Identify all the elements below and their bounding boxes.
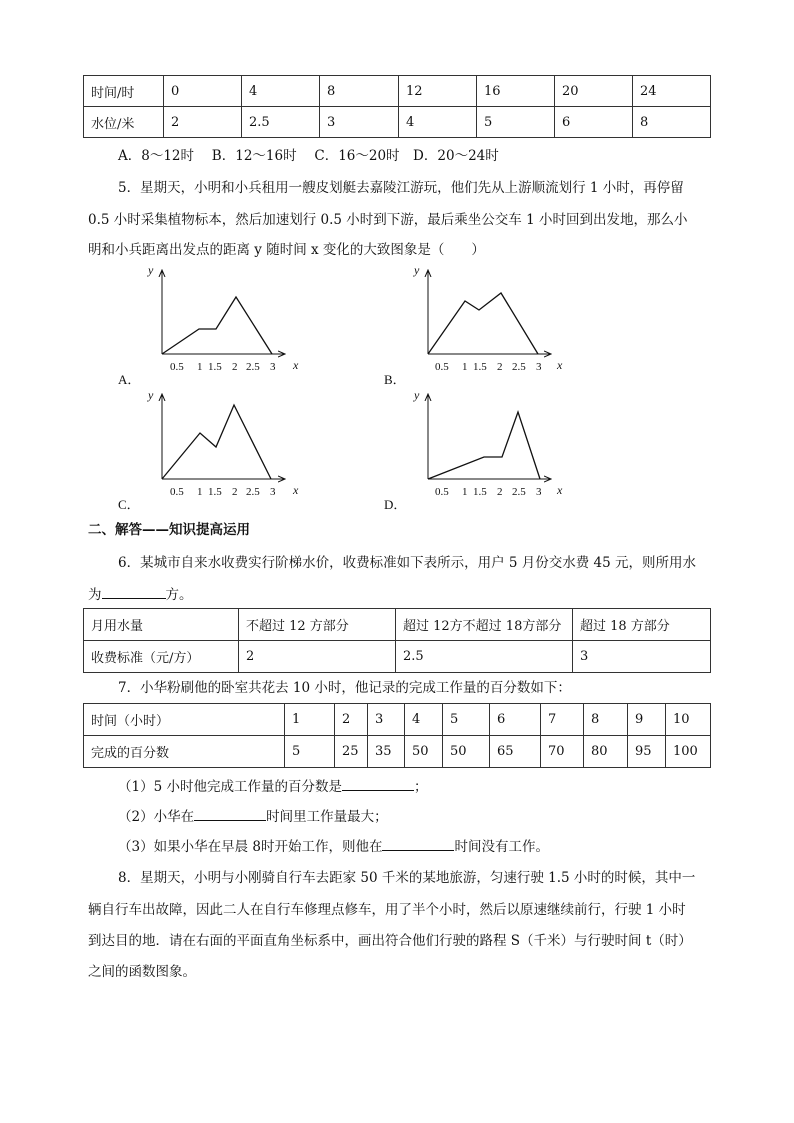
q7-intro: 7．小华粉刷他的卧室共花去 10 小时，他记录的完成工作量的百分数如下： xyxy=(118,680,571,696)
q7-sub-1 xyxy=(118,776,427,797)
tick-label: 3 xyxy=(536,486,542,498)
option-a-label: A． xyxy=(118,372,141,387)
water-fee-table xyxy=(83,608,711,673)
table-cell: 100 xyxy=(666,736,711,768)
table-cell: 6 xyxy=(555,107,633,138)
table-cell: 95 xyxy=(628,736,666,768)
tick-label: 2.5 xyxy=(512,361,526,373)
axis-y-label: y xyxy=(148,263,154,277)
table-cell: 25 xyxy=(335,736,368,768)
table-cell: 2.5 xyxy=(242,107,320,138)
table-cell: 收费标准（元/方） xyxy=(84,641,239,673)
table-cell: 时间（小时） xyxy=(84,704,285,736)
tick-label: 0.5 xyxy=(170,361,184,373)
table-cell: 完成的百分数 xyxy=(84,736,285,768)
table-cell: 2 xyxy=(335,704,368,736)
answer-blank[interactable] xyxy=(382,836,454,851)
axis-x-label: x xyxy=(557,483,563,497)
graph-line xyxy=(428,412,540,479)
graph-d xyxy=(384,388,563,512)
tick-label: 2.5 xyxy=(512,486,526,498)
table-cell: 3 xyxy=(573,641,711,673)
q7-sub-3 xyxy=(118,836,549,857)
tick-label: 0.5 xyxy=(435,361,449,373)
water-level-table xyxy=(83,75,711,138)
axis-y-label: y xyxy=(148,388,154,402)
tick-label: 2 xyxy=(497,486,503,498)
tick-label: 1.5 xyxy=(208,486,222,498)
table-cell: 2 xyxy=(164,107,242,138)
table-cell: 0 xyxy=(164,76,242,107)
table-cell: 4 xyxy=(405,704,443,736)
axis-x-label: x xyxy=(293,358,299,372)
table-cell: 7 xyxy=(541,704,584,736)
table-row xyxy=(84,609,711,641)
table-cell: 5 xyxy=(477,107,555,138)
table-cell: 8 xyxy=(320,76,399,107)
tick-label: 0.5 xyxy=(170,486,184,498)
tick-label: 2.5 xyxy=(246,486,260,498)
q6-line-1: 6．某城市自来水收费实行阶梯水价，收费标准如下表所示，用户 5 月份交水费 45 元，则所用水 xyxy=(118,555,697,571)
section-heading: 二、解答——知识提高运用 xyxy=(88,522,250,538)
table-cell: 月用水量 xyxy=(84,609,239,641)
table-cell: 8 xyxy=(584,704,628,736)
answer-blank[interactable] xyxy=(102,584,166,599)
table-cell: 2 xyxy=(239,641,396,673)
tick-label: 1.5 xyxy=(473,361,487,373)
q6-line-2-prefix: 为 xyxy=(88,587,102,603)
q7-sub-2 xyxy=(118,806,388,827)
q7-sub-3-prefix: （3）如果小华在早晨 8时开始工作，则他在 xyxy=(118,839,383,855)
table-cell: 35 xyxy=(368,736,405,768)
q8-line-1: 8．星期天，小明与小刚骑自行车去距家 50 千米的某地旅游，匀速行驶 1.5 小时的时候，其中一 xyxy=(118,870,696,886)
tick-label: 2 xyxy=(232,361,238,373)
q8-line-3: 到达目的地．请在右面的平面直角坐标系中，画出符合他们行驶的路程 S（千米）与行驶时间 t（时） xyxy=(88,933,692,949)
table-cell: 50 xyxy=(405,736,443,768)
tick-label: 0.5 xyxy=(435,486,449,498)
table-cell: 6 xyxy=(490,704,541,736)
table-row xyxy=(84,704,711,736)
q5-line-1: 5．星期天，小明和小兵租用一艘皮划艇去嘉陵江游玩，他们先从上游顺流划行 1 小时，再停留 xyxy=(118,180,684,196)
answer-blank[interactable] xyxy=(342,776,414,791)
table-cell: 16 xyxy=(477,76,555,107)
table-row xyxy=(84,641,711,673)
table-cell: 12 xyxy=(399,76,477,107)
graph-line xyxy=(162,405,271,479)
tick-label: 2 xyxy=(232,486,238,498)
option-c-label: C． xyxy=(118,497,140,512)
graph-b xyxy=(384,263,563,387)
q7-sub-3-suffix: 时间没有工作。 xyxy=(454,839,549,855)
q7-sub-2-prefix: （2）小华在 xyxy=(118,809,195,825)
table-cell: 8 xyxy=(633,107,711,138)
option-d-label: D． xyxy=(384,497,407,512)
table-row xyxy=(84,107,711,138)
graph-line xyxy=(428,293,538,354)
table-row xyxy=(84,76,711,107)
table-cell: 5 xyxy=(285,736,335,768)
table-cell: 3 xyxy=(320,107,399,138)
tick-label: 1 xyxy=(197,486,203,498)
table-cell: 50 xyxy=(443,736,490,768)
table-cell: 24 xyxy=(633,76,711,107)
tick-label: 1 xyxy=(462,486,468,498)
table-cell: 3 xyxy=(368,704,405,736)
tick-label: 3 xyxy=(270,486,276,498)
q8-line-4: 之间的函数图象。 xyxy=(88,964,196,980)
q6-line-2 xyxy=(88,584,193,605)
q5-graphs xyxy=(0,255,794,520)
table-cell: 超过 18 方部分 xyxy=(573,609,711,641)
q8-line-2: 辆自行车出故障，因此二人在自行车修理点修车，用了半个小时，然后以原速继续前行，行驶 1 小时 xyxy=(88,902,686,918)
table-cell: 4 xyxy=(242,76,320,107)
axis-x-label: x xyxy=(557,358,563,372)
table-cell: 9 xyxy=(628,704,666,736)
table-cell: 80 xyxy=(584,736,628,768)
tick-label: 1.5 xyxy=(208,361,222,373)
axis-x-label: x xyxy=(293,483,299,497)
tick-label: 1 xyxy=(197,361,203,373)
table-cell: 5 xyxy=(443,704,490,736)
table-cell: 不超过 12 方部分 xyxy=(239,609,396,641)
graph-line xyxy=(162,297,272,354)
table-cell: 4 xyxy=(399,107,477,138)
q4-options: A．8～12时 B．12～16时 C．16～20时 D．20～24时 xyxy=(118,148,499,164)
tick-label: 2 xyxy=(497,361,503,373)
answer-blank[interactable] xyxy=(194,806,266,821)
graph-c xyxy=(118,388,299,512)
tick-label: 2.5 xyxy=(246,361,260,373)
axis-y-label: y xyxy=(414,263,420,277)
table-cell: 20 xyxy=(555,76,633,107)
table-cell: 超过 12方不超过 18方部分 xyxy=(396,609,573,641)
work-progress-table xyxy=(83,703,711,768)
table-cell: 10 xyxy=(666,704,711,736)
table-cell: 水位/米 xyxy=(84,107,164,138)
table-cell: 70 xyxy=(541,736,584,768)
option-b-label: B． xyxy=(384,372,406,387)
q5-line-2: 0.5 小时采集植物标本，然后加速划行 0.5 小时到下游，最后乘坐公交车 1 小时回到出发地，那么小 xyxy=(88,212,688,228)
axis-y-label: y xyxy=(414,388,420,402)
q5-line-3: 明和小兵距离出发点的距离 y 随时间 x 变化的大致图象是（ ） xyxy=(88,242,485,258)
tick-label: 3 xyxy=(270,361,276,373)
tick-label: 1 xyxy=(462,361,468,373)
tick-label: 3 xyxy=(536,361,542,373)
table-row xyxy=(84,736,711,768)
q7-sub-1-suffix: ； xyxy=(413,779,428,795)
q7-sub-2-suffix: 时间里工作量最大； xyxy=(266,809,388,825)
table-cell: 1 xyxy=(285,704,335,736)
table-cell: 时间/时 xyxy=(84,76,164,107)
graph-a xyxy=(118,263,299,387)
table-cell: 65 xyxy=(490,736,541,768)
q6-line-2-suffix: 方。 xyxy=(165,587,193,603)
q7-sub-1-prefix: （1）5 小时他完成工作量的百分数是 xyxy=(118,779,342,795)
tick-label: 1.5 xyxy=(473,486,487,498)
table-cell: 2.5 xyxy=(396,641,573,673)
